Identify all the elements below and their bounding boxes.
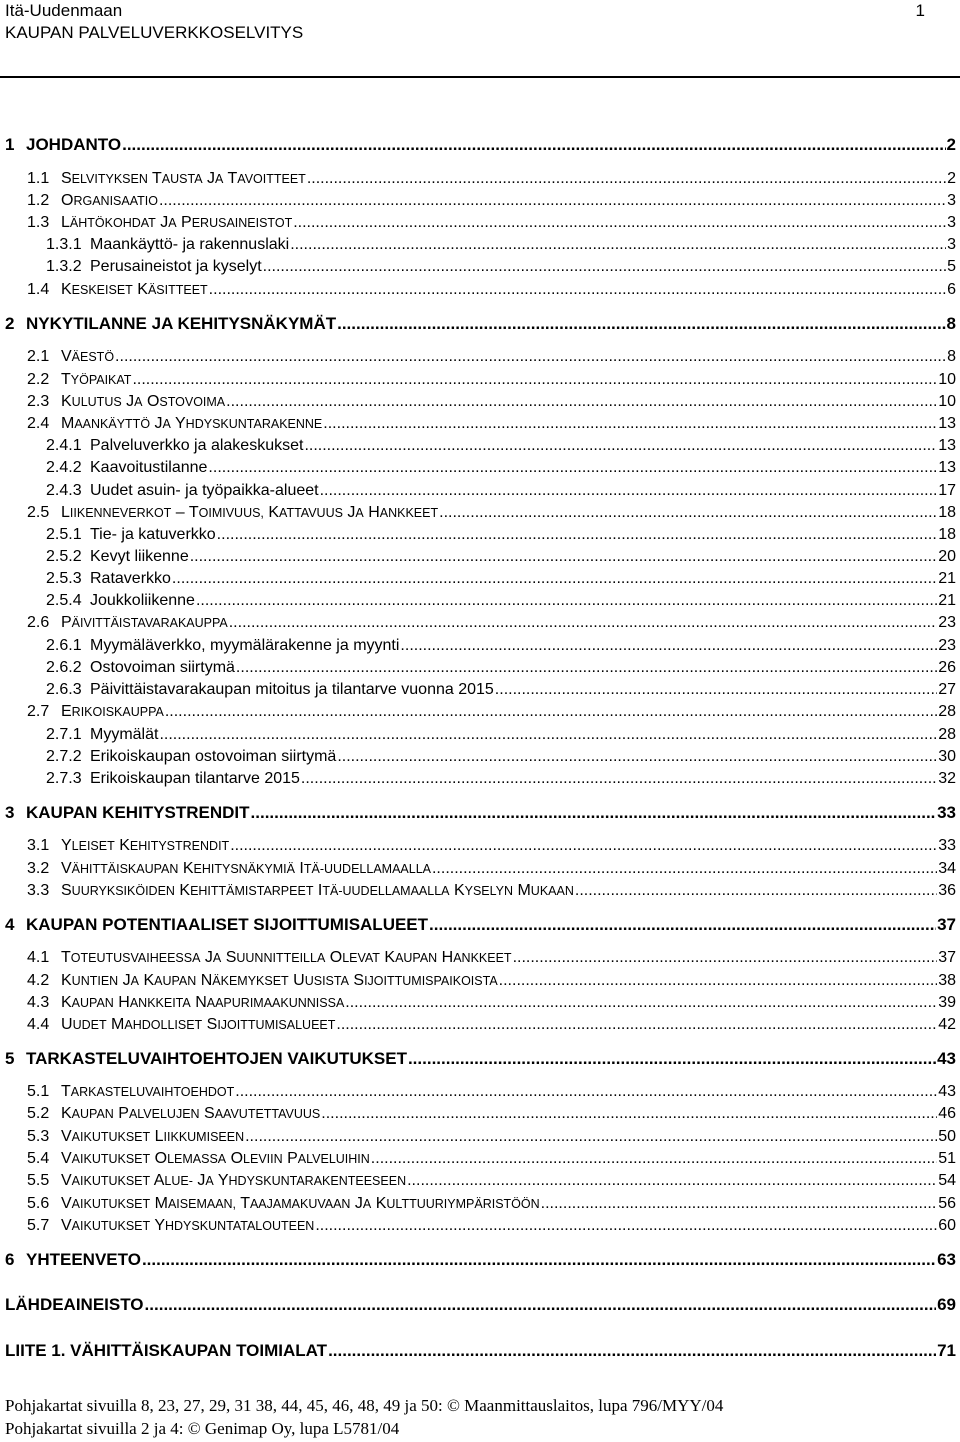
toc-entry[interactable]: [0, 502, 960, 524]
toc-entry-number: 4.3: [27, 994, 50, 1011]
toc-entry-title: Myymälät: [90, 726, 159, 743]
toc-entry-number: 2.4.2: [46, 459, 82, 476]
toc-entry-page: 63: [937, 1250, 956, 1269]
toc-dot-leader: [328, 1340, 936, 1362]
toc-entry-title: Maankäyttö- ja rakennuslaki: [90, 236, 290, 253]
toc-entry-page: 71: [937, 1341, 956, 1360]
toc-entry-title: KAUPAN POTENTIAALISET SIJOITTUMISALUEET: [26, 915, 429, 934]
toc-entry-number: 1.3.1: [46, 236, 82, 253]
toc-entry-number: 2.7: [27, 703, 50, 720]
toc-entry-page: 30: [938, 748, 956, 765]
toc-entry[interactable]: [0, 679, 960, 701]
toc-dot-leader: [429, 914, 936, 936]
toc-entry-number: 5.7: [27, 1217, 50, 1234]
toc-entry-number: 4.4: [27, 1016, 50, 1033]
header-title-line1: Itä-Uudenmaan: [5, 1, 123, 20]
toc-entry[interactable]: [0, 802, 960, 824]
toc-entry-title: LÄHDEAINEISTO: [5, 1295, 144, 1314]
toc-entry-title: TARKASTELUVAIHTOEHTOJEN VAIKUTUKSET: [26, 1049, 407, 1068]
toc-entry[interactable]: [0, 612, 960, 634]
toc-dot-leader: [320, 480, 938, 502]
toc-entry-number: 2.5: [27, 504, 50, 521]
toc-entry-title: Kevyt liikenne: [90, 548, 189, 565]
toc-entry-title: Päivittäistavarakaupan mitoitus ja tilantarve vuonna 2015: [90, 681, 494, 698]
toc-entry-number: 2.6.1: [46, 637, 82, 654]
toc-entry-number: 5.4: [27, 1150, 50, 1167]
toc-entry-number: 3: [5, 803, 15, 822]
header-page-number: 1: [915, 1, 925, 20]
toc-entry-page: 37: [938, 949, 956, 966]
toc-entry-page: 26: [938, 659, 956, 676]
toc-entry-number: 2.5.4: [46, 592, 82, 609]
toc-entry-page: 2: [947, 170, 956, 187]
toc-entry[interactable]: [0, 413, 960, 435]
toc-entry-title: ORGANISAATIO: [61, 192, 158, 209]
toc-entry-title: TYÖPAIKAT: [61, 371, 132, 388]
toc-entry-title: Tie- ja katuverkko: [90, 526, 216, 543]
toc-dot-leader: [229, 612, 937, 634]
toc-entry-number: 2.1: [27, 348, 50, 365]
toc-entry-page: 13: [938, 437, 956, 454]
toc-entry-title: VAIKUTUKSET ALUE- JA YHDYSKUNTARAKENTEESEEN: [61, 1172, 407, 1189]
toc-entry-page: 10: [938, 393, 956, 410]
toc-entry[interactable]: [0, 1148, 960, 1170]
toc-entry-title: Erikoiskaupan ostovoiman siirtymä: [90, 748, 337, 765]
toc-dot-leader: [236, 657, 937, 679]
toc-entry[interactable]: [0, 657, 960, 679]
toc-entry-number: 1: [5, 135, 15, 154]
toc-entry-title: PÄIVITTÄISTAVARAKAUPPA: [61, 614, 228, 631]
toc-entry-number: 5.6: [27, 1195, 50, 1212]
toc-entry[interactable]: [0, 992, 960, 1014]
toc-entry-page: 32: [938, 770, 956, 787]
toc-entry-number: 2.7.3: [46, 770, 82, 787]
toc-entry[interactable]: [0, 546, 960, 568]
toc-entry-number: 2.4.3: [46, 482, 82, 499]
toc-entry-number: 5.1: [27, 1083, 50, 1100]
toc-entry-number: 2.5.2: [46, 548, 82, 565]
toc-dot-leader: [408, 1048, 936, 1070]
toc-entry[interactable]: [0, 212, 960, 234]
toc-entry[interactable]: [0, 1215, 960, 1237]
toc-dot-leader: [499, 970, 938, 992]
toc-entry-number: 2.7.2: [46, 748, 82, 765]
toc-entry-page: 33: [937, 803, 956, 822]
toc-entry-title: VAIKUTUKSET LIIKKUMISEEN: [61, 1128, 245, 1145]
toc-entry-number: 4.1: [27, 949, 50, 966]
toc-entry-title: KUNTIEN JA KAUPAN NÄKEMYKSET UUSISTA SIJOITTUMISPAIKOISTA: [61, 972, 498, 989]
toc-entry-page: 2: [946, 135, 956, 154]
toc-entry-page: 17: [938, 482, 956, 499]
toc-entry[interactable]: [0, 190, 960, 212]
toc-entry-page: 3: [947, 236, 956, 253]
toc-entry[interactable]: [0, 457, 960, 479]
toc-entry[interactable]: [0, 134, 960, 156]
toc-entry-title: VÄESTÖ: [61, 348, 115, 365]
toc-entry[interactable]: [0, 279, 960, 301]
toc-entry-title: VAIKUTUKSET MAISEMAAN, TAAJAMAKUVAAN JA KULTTUURIYMPÄRISTÖÖN: [61, 1195, 540, 1212]
toc-dot-leader: [301, 768, 937, 790]
toc-entry[interactable]: [0, 1294, 960, 1316]
toc-entry[interactable]: [0, 391, 960, 413]
toc-entry-title: Uudet asuin- ja työpaikka-alueet: [90, 482, 319, 499]
toc-entry-number: 1.1: [27, 170, 50, 187]
toc-entry-number: 2.6: [27, 614, 50, 631]
toc-dot-leader: [575, 880, 937, 902]
toc-entry-number: 2: [5, 314, 15, 333]
toc-entry-page: 69: [937, 1295, 956, 1314]
toc-dot-leader: [315, 1215, 937, 1237]
toc-entry-number: 1.3: [27, 214, 50, 231]
toc-entry-title: KAUPAN HANKKEITA NAAPURIMAAKUNNISSA: [61, 994, 345, 1011]
footer-line-1: Pohjakartat sivuilla 8, 23, 27, 29, 31 38, 44, 45, 46, 48, 49 ja 50: © Maanmittauslaitos, lupa 796/MYY/04: [5, 1396, 724, 1415]
toc-entry-page: 18: [938, 504, 956, 521]
toc-entry-page: 3: [947, 192, 956, 209]
toc-entry[interactable]: [0, 858, 960, 880]
toc-entry[interactable]: [0, 256, 960, 278]
toc-entry-page: 33: [938, 837, 956, 854]
toc-entry[interactable]: [0, 768, 960, 790]
toc-entry-page: 28: [938, 726, 956, 743]
toc-dot-leader: [165, 701, 937, 723]
toc-entry-number: 5: [5, 1049, 15, 1068]
toc-entry-number: 2.4.1: [46, 437, 82, 454]
toc-entry[interactable]: [0, 1340, 960, 1362]
toc-entry-page: 8: [947, 348, 956, 365]
toc-entry-title: VÄHITTÄISKAUPAN KEHITYSNÄKYMIÄ ITÄ-UUDELLAMAALLA: [61, 860, 431, 877]
toc-entry[interactable]: [0, 1126, 960, 1148]
toc-dot-leader: [196, 590, 937, 612]
header-title: [5, 0, 303, 44]
toc-entry-page: 43: [937, 1049, 956, 1068]
toc-entry[interactable]: [0, 635, 960, 657]
toc-entry-title: Erikoiskaupan tilantarve 2015: [90, 770, 300, 787]
toc-entry-page: 6: [947, 281, 956, 298]
toc-dot-leader: [407, 1170, 937, 1192]
toc-entry-page: 21: [938, 592, 956, 609]
toc-entry-number: 5.2: [27, 1105, 50, 1122]
toc-entry-number: 2.6.3: [46, 681, 82, 698]
toc-entry-page: 39: [938, 994, 956, 1011]
toc-entry-title: VAIKUTUKSET YHDYSKUNTATALOUTEEN: [61, 1217, 315, 1234]
toc-dot-leader: [439, 502, 937, 524]
toc-entry-title: Ostovoiman siirtymä: [90, 659, 235, 676]
toc-entry-page: 34: [938, 860, 956, 877]
toc-dot-leader: [541, 1193, 938, 1215]
toc-entry-page: 23: [938, 614, 956, 631]
toc-entry-page: 56: [938, 1195, 956, 1212]
toc-dot-leader: [263, 256, 946, 278]
toc-entry-title: NYKYTILANNE JA KEHITYSNÄKYMÄT: [26, 314, 337, 333]
toc-entry-number: 3.1: [27, 837, 50, 854]
toc-entry[interactable]: [0, 914, 960, 936]
toc-dot-leader: [307, 168, 946, 190]
toc-entry-title: TOTEUTUSVAIHEESSA JA SUUNNITTEILLA OLEVAT KAUPAN HANKKEET: [61, 949, 512, 966]
toc-entry-number: 6: [5, 1250, 15, 1269]
toc-entry[interactable]: [0, 568, 960, 590]
toc-entry-page: 3: [947, 214, 956, 231]
toc-dot-leader: [304, 435, 937, 457]
toc-entry-title: SELVITYKSEN TAUSTA JA TAVOITTEET: [61, 170, 306, 187]
toc-entry-title: ERIKOISKAUPPA: [61, 703, 164, 720]
toc-dot-leader: [122, 134, 945, 156]
toc-entry-number: 4: [5, 915, 15, 934]
toc-dot-leader: [230, 835, 937, 857]
toc-entry-page: 38: [938, 972, 956, 989]
toc-entry[interactable]: [0, 1081, 960, 1103]
toc-entry-title: YHTEENVETO: [26, 1250, 141, 1269]
footer-line-2: Pohjakartat sivuilla 2 ja 4: © Genimap Oy, lupa L5781/04: [5, 1419, 400, 1438]
toc-entry-number: 2.4: [27, 415, 50, 432]
toc-entry-title: KULUTUS JA OSTOVOIMA: [61, 393, 226, 410]
toc-entry-page: 46: [938, 1105, 956, 1122]
toc-entry[interactable]: [0, 313, 960, 335]
toc-entry[interactable]: [0, 1014, 960, 1036]
toc-dot-leader: [337, 313, 945, 335]
toc-entry-number: 2.5.3: [46, 570, 82, 587]
toc-dot-leader: [145, 1294, 937, 1316]
toc-dot-leader: [371, 1148, 937, 1170]
toc-entry-number: 5.3: [27, 1128, 50, 1145]
toc-dot-leader: [495, 679, 937, 701]
toc-entry-title: VAIKUTUKSET OLEMASSA OLEVIIN PALVELUIHIN: [61, 1150, 370, 1167]
toc-entry-page: 43: [938, 1083, 956, 1100]
toc-entry-page: 42: [938, 1016, 956, 1033]
toc-entry[interactable]: [0, 168, 960, 190]
toc-entry-title: SUURYKSIKÖIDEN KEHITTÄMISTARPEET ITÄ-UUDELLAMAALLA KYSELYN MUKAAN: [61, 882, 574, 899]
toc-entry[interactable]: [0, 1249, 960, 1271]
toc-entry-page: 60: [938, 1217, 956, 1234]
toc-entry[interactable]: [0, 746, 960, 768]
toc-entry[interactable]: [0, 369, 960, 391]
toc-entry-page: 10: [938, 371, 956, 388]
toc-entry-number: 3.3: [27, 882, 50, 899]
toc-entry[interactable]: [0, 880, 960, 902]
toc-entry-number: 1.2: [27, 192, 50, 209]
toc-entry-title: MAANKÄYTTÖ JA YHDYSKUNTARAKENNE: [61, 415, 323, 432]
toc-entry[interactable]: [0, 435, 960, 457]
toc-dot-leader: [209, 279, 946, 301]
toc-entry-title: KAUPAN PALVELUJEN SAAVUTETTAVUUS: [61, 1105, 321, 1122]
toc-dot-leader: [336, 1014, 937, 1036]
toc-dot-leader: [190, 546, 937, 568]
toc-entry[interactable]: [0, 701, 960, 723]
toc-entry-page: 8: [946, 314, 956, 333]
toc-entry-page: 21: [938, 570, 956, 587]
toc-dot-leader: [142, 1249, 936, 1271]
toc-entry-title: Palveluverkko ja alakeskukset: [90, 437, 304, 454]
header-divider: [0, 76, 960, 78]
toc-entry-page: 36: [938, 882, 956, 899]
toc-dot-leader: [132, 369, 937, 391]
toc-entry-page: 18: [938, 526, 956, 543]
toc-dot-leader: [323, 413, 937, 435]
toc-dot-leader: [172, 568, 937, 590]
toc-entry[interactable]: [0, 480, 960, 502]
toc-entry-page: 27: [938, 681, 956, 698]
toc-entry-page: 20: [938, 548, 956, 565]
toc-entry-page: 5: [947, 258, 956, 275]
toc-entry-page: 13: [938, 459, 956, 476]
toc-entry-title: Myymäläverkko, myymälärakenne ja myynti: [90, 637, 400, 654]
toc-dot-leader: [251, 802, 937, 824]
toc-entry-page: 23: [938, 637, 956, 654]
toc-entry-title: TARKASTELUVAIHTOEHDOT: [61, 1083, 235, 1100]
toc-entry-title: YLEISET KEHITYSTRENDIT: [61, 837, 230, 854]
header-title-line2: KAUPAN PALVELUVERKKOSELVITYS: [5, 23, 304, 42]
toc-entry-number: 2.3: [27, 393, 50, 410]
toc-entry[interactable]: [0, 346, 960, 368]
toc-entry-number: 2.2: [27, 371, 50, 388]
toc-entry[interactable]: [0, 1103, 960, 1125]
toc-entry-title: LIITE 1. VÄHITTÄISKAUPAN TOIMIALAT: [5, 1341, 328, 1360]
toc-entry-page: 37: [937, 915, 956, 934]
toc-dot-leader: [513, 947, 938, 969]
toc-entry-number: 1.3.2: [46, 258, 82, 275]
toc-entry-title: Joukkoliikenne: [90, 592, 195, 609]
toc-dot-leader: [208, 457, 937, 479]
toc-dot-leader: [321, 1103, 937, 1125]
toc-entry[interactable]: [0, 590, 960, 612]
toc-entry[interactable]: [0, 524, 960, 546]
toc-dot-leader: [226, 391, 937, 413]
toc-dot-leader: [235, 1081, 937, 1103]
toc-entry[interactable]: [0, 970, 960, 992]
toc-entry[interactable]: [0, 1048, 960, 1070]
toc-entry-title: UUDET MAHDOLLISET SIJOITTUMISALUEET: [61, 1016, 336, 1033]
toc-entry-number: 2.6.2: [46, 659, 82, 676]
toc-entry[interactable]: [0, 835, 960, 857]
toc-dot-leader: [345, 992, 937, 1014]
toc-dot-leader: [293, 212, 946, 234]
toc-dot-leader: [159, 190, 946, 212]
toc-entry-title: Perusaineistot ja kyselyt: [90, 258, 262, 275]
toc-entry-number: 2.7.1: [46, 726, 82, 743]
toc-entry-title: KESKEISET KÄSITTEET: [61, 281, 208, 298]
toc-entry-title: JOHDANTO: [26, 135, 122, 154]
toc-entry-page: 28: [938, 703, 956, 720]
toc-entry[interactable]: [0, 724, 960, 746]
toc-entry-title: KAUPAN KEHITYSTRENDIT: [26, 803, 250, 822]
toc-dot-leader: [432, 858, 937, 880]
toc-entry-title: Kaavoitustilanne: [90, 459, 208, 476]
toc-entry[interactable]: [0, 1193, 960, 1215]
toc-dot-leader: [245, 1126, 937, 1148]
toc-entry-page: 13: [938, 415, 956, 432]
toc-entry-title: Rataverkko: [90, 570, 171, 587]
toc-entry-title: LIIKENNEVERKOT – TOIMIVUUS, KATTAVUUS JA HANKKEET: [61, 504, 439, 521]
toc-dot-leader: [337, 746, 937, 768]
toc-dot-leader: [217, 524, 938, 546]
toc-dot-leader: [400, 635, 937, 657]
toc-entry-number: 5.5: [27, 1172, 50, 1189]
toc-entry[interactable]: [0, 947, 960, 969]
toc-dot-leader: [159, 724, 937, 746]
toc-entry-page: 54: [938, 1172, 956, 1189]
toc-dot-leader: [115, 346, 946, 368]
toc-entry-title: LÄHTÖKOHDAT JA PERUSAINEISTOT: [61, 214, 293, 231]
toc-entry-number: 1.4: [27, 281, 50, 298]
toc-entry[interactable]: [0, 1170, 960, 1192]
toc-entry[interactable]: [0, 234, 960, 256]
toc-entry-page: 51: [938, 1150, 956, 1167]
toc-entry-number: 4.2: [27, 972, 50, 989]
toc-dot-leader: [290, 234, 946, 256]
toc-entry-number: 2.5.1: [46, 526, 82, 543]
toc-entry-number: 3.2: [27, 860, 50, 877]
toc-entry-page: 50: [938, 1128, 956, 1145]
